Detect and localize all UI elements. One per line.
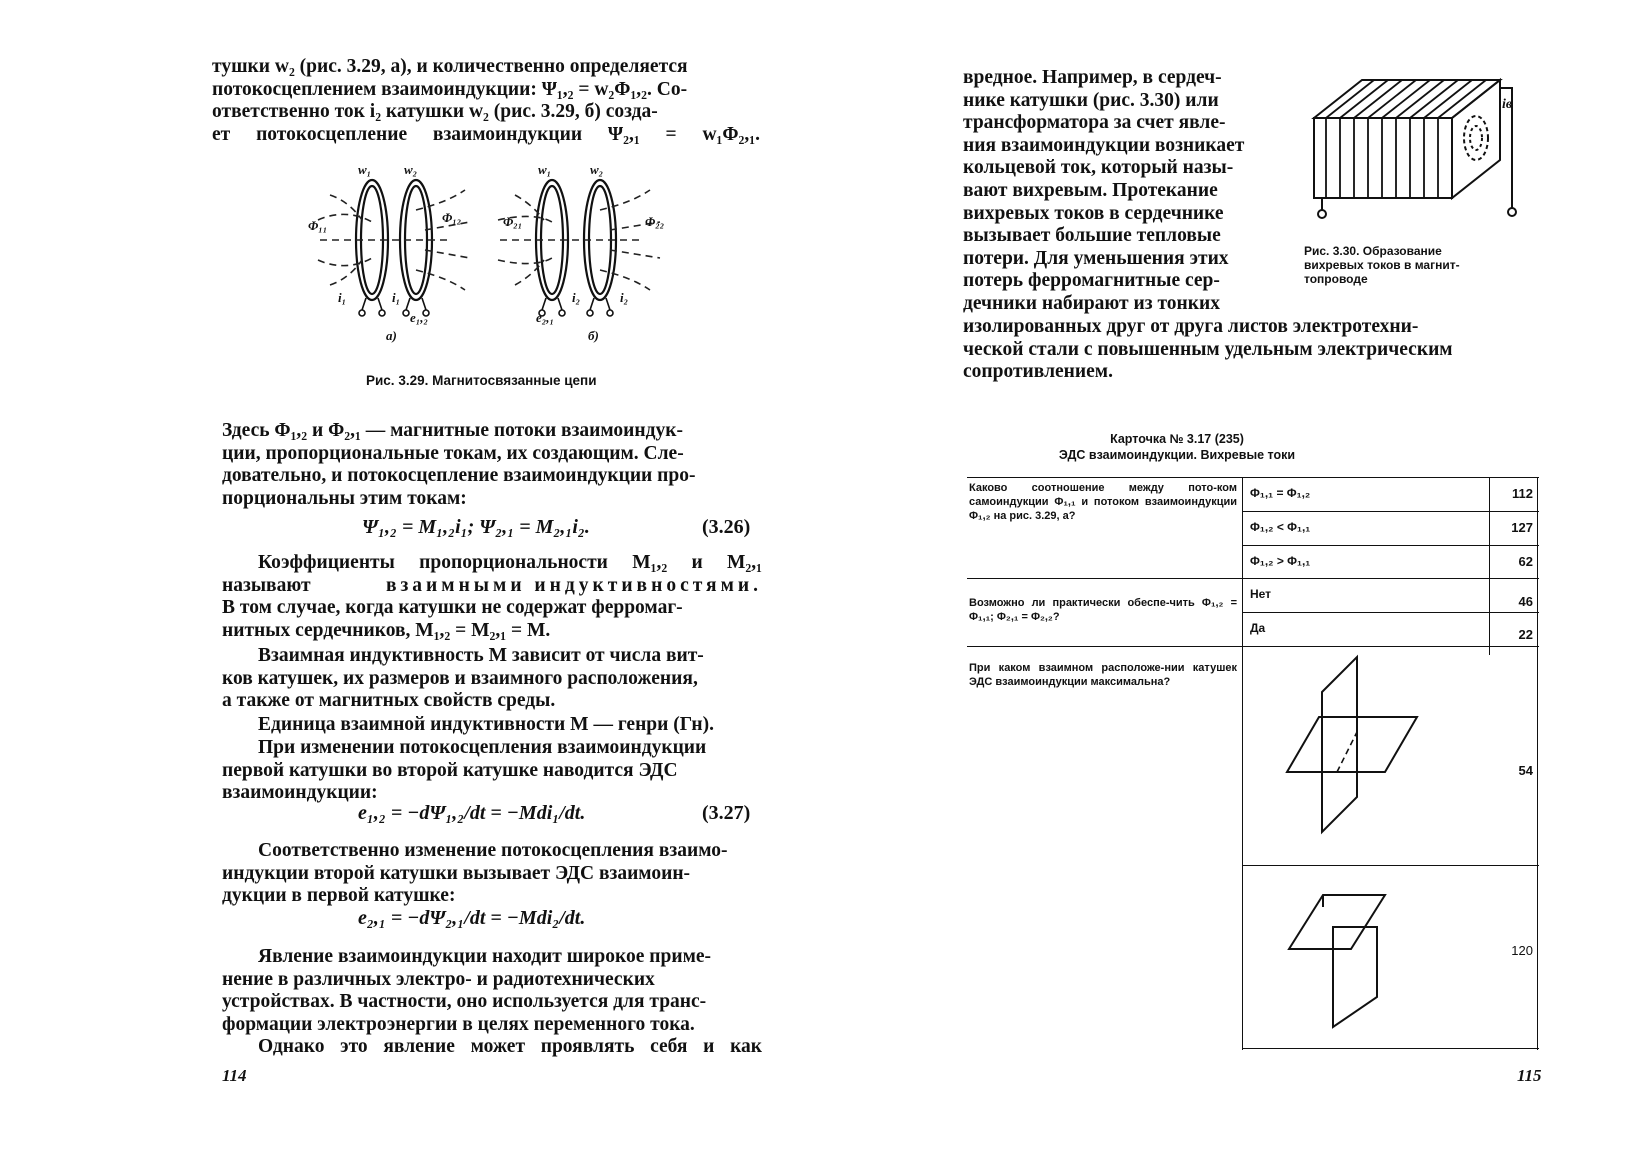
equation-number-3-27: (3.27) xyxy=(702,802,751,824)
paragraph-accordingly xyxy=(222,840,762,908)
table-col-divider xyxy=(1242,477,1243,1050)
card-code-3-2[interactable]: 120 xyxy=(1511,943,1533,958)
paragraph-top xyxy=(212,56,760,146)
text-line: Коэффициенты пропорциональности M₁,₂ и M₂,₁ xyxy=(258,552,762,573)
paragraph-change xyxy=(222,737,762,805)
text-line: ции, пропорциональные токам, их создающим. Сле- xyxy=(222,442,684,464)
text-line: вызывает большие тепловые xyxy=(963,225,1221,247)
card-answer-2-2[interactable]: Да xyxy=(1250,621,1266,635)
text-line: ет потокосцепление взаимоиндукции Ψ₂,₁ = w₁Φ₂,₁. xyxy=(212,123,760,145)
page-number-left: 114 xyxy=(222,1066,247,1085)
figure-caption-3-30 xyxy=(1304,244,1460,286)
paragraph-here xyxy=(222,420,762,510)
table-row-divider xyxy=(1242,511,1539,512)
card-subtitle: ЭДС взаимоиндукции. Вихревые токи xyxy=(1058,448,1296,462)
table-row-divider xyxy=(1242,612,1539,613)
label-i1-a: i₁ xyxy=(338,290,347,305)
text-line: потокосцеплением взаимоиндукции: Ψ₁,₂ = w₂Φ₁,₂. Со- xyxy=(212,78,688,100)
text-line: порциональны этим токам: xyxy=(222,487,467,509)
equation-e21: e₂,₁ = −dΨ₂,₁/dt = −Mdi₂/dt. xyxy=(358,907,586,929)
paragraph-phenomenon xyxy=(222,946,762,1059)
figure-caption-3-29: Рис. 3.29. Магнитосвязанные цепи xyxy=(366,373,597,388)
text-line: Явление взаимоиндукции находит широкое приме- xyxy=(258,946,712,967)
text-line: Взаимная индуктивность M зависит от числа вит- xyxy=(258,645,704,666)
text-line: вают вихревым. Протекание xyxy=(963,179,1218,201)
card-answer-2-1[interactable]: Нет xyxy=(1250,587,1272,601)
label-eddy-current: iв xyxy=(1502,97,1513,112)
text-line: дукции в первой катушке: xyxy=(222,885,456,907)
page-number-right: 115 xyxy=(1517,1066,1542,1085)
text-line: кольцевой ток, который назы- xyxy=(963,157,1234,179)
caption-line: вихревых токов в магнит- xyxy=(1304,258,1460,272)
text-line: вихревых токов в сердечнике xyxy=(963,202,1224,224)
equation-3-27: e₁,₂ = −dΨ₁,₂/dt = −Mdi₁/dt. xyxy=(358,802,586,824)
text-line: ческой стали с повышенным удельным электрическим xyxy=(963,338,1453,360)
card-code-3-1[interactable]: 54 xyxy=(1518,763,1533,778)
text-line: взаимоиндукции: xyxy=(222,782,378,804)
text-line: устройствах. В частности, оно используется для транс- xyxy=(222,991,707,1013)
text-line: дечники набирают из тонких xyxy=(963,292,1220,314)
text-line: тушки w₂ (рис. 3.29, а), и количественно определяется xyxy=(212,56,688,77)
text-line: Соответственно изменение потокосцепления взаимо- xyxy=(258,840,728,861)
text-line: первой катушки во второй катушке наводится ЭДС xyxy=(222,759,678,781)
label-phi12: Φ₁₂ xyxy=(442,210,462,225)
text-line: трансформатора за счет явле- xyxy=(963,112,1226,134)
right-page xyxy=(817,0,1635,1166)
table-col-divider xyxy=(1489,477,1490,655)
term-mutual-inductances: взаимными индуктивностями. xyxy=(385,574,762,596)
equation-3-26: Ψ₁,₂ = M₁,₂i₁; Ψ₂,₁ = M₂,₁i₂. xyxy=(362,516,590,538)
caption-line: топроводе xyxy=(1304,272,1368,286)
text-line: Здесь Φ₁,₂ и Φ₂,₁ — магнитные потоки взаимоиндук- xyxy=(222,420,683,441)
card-answer-1-3[interactable]: Φ₁,₂ > Φ₁,₁ xyxy=(1250,554,1311,568)
table-row-divider xyxy=(967,578,1539,579)
text-line: вредное. Например, в сердеч- xyxy=(963,67,1222,88)
text-line xyxy=(222,575,762,598)
card-table xyxy=(967,477,1539,1050)
text-line: нике катушки (рис. 3.30) или xyxy=(963,89,1219,111)
text-called: называют xyxy=(222,574,311,596)
text-line: индукции второй катушки вызывает ЭДС взаимоин- xyxy=(222,862,691,884)
left-page xyxy=(0,0,817,1166)
label-w1-b: w₁ xyxy=(538,162,552,177)
table-row-divider xyxy=(1242,545,1539,546)
card-code-1-1[interactable]: 112 xyxy=(1512,486,1533,501)
text-line: сопротивлением. xyxy=(963,361,1113,383)
label-e12: e₁,₂ xyxy=(410,310,429,325)
equation-number-3-26: (3.26) xyxy=(702,516,751,538)
label-phi21: Φ₂₁ xyxy=(503,214,523,229)
text-line: При изменении потокосцепления взаимоиндукции xyxy=(258,737,707,758)
card-code-2-1[interactable]: 46 xyxy=(1518,594,1533,609)
figure-3-30-eddy-currents-core xyxy=(1302,68,1522,228)
figure-3-29-magnetic-coupled-circuits xyxy=(300,160,700,345)
card-code-1-2[interactable]: 127 xyxy=(1511,520,1533,535)
card-question-3: При каком взаимном расположе-нии катушек ЭДС взаимоиндукции максимальна? xyxy=(969,662,1237,688)
paragraph-harmful xyxy=(963,67,1281,316)
text-line: а также от магнитных свойств среды. xyxy=(222,690,556,712)
text-line: ответственно ток i₂ катушки w₂ (рис. 3.29, б) созда- xyxy=(212,101,658,123)
text-line: ния взаимоиндукции возникает xyxy=(963,134,1245,156)
text-line: нение в различных электро- и радиотехнических xyxy=(222,968,655,990)
card-code-2-2[interactable]: 22 xyxy=(1518,627,1533,642)
label-phi22: Φ₂₂ xyxy=(645,214,665,229)
label-phi11: Φ₁₁ xyxy=(308,218,328,233)
table-right-border xyxy=(1537,477,1538,1050)
paragraph-coefficients xyxy=(222,552,762,642)
caption-line: Рис. 3.30. Образование xyxy=(1304,244,1442,258)
text-line: нитных сердечников, M₁,₂ = M₂,₁ = M. xyxy=(222,619,551,641)
text-line: изолированных друг от друга листов электротехни- xyxy=(963,316,1419,337)
table-row-divider xyxy=(1242,865,1539,866)
text-line: потери. Для уменьшения этих xyxy=(963,247,1229,269)
paragraph-unit: Единица взаимной индуктивности M — генри (Гн). xyxy=(258,714,715,735)
text-line: формации электроэнергии в целях переменного тока. xyxy=(222,1013,695,1035)
text-line: Однако это явление может проявлять себя и как xyxy=(258,1036,762,1058)
paragraph-mutual-inductance xyxy=(222,645,762,713)
text-line: В том случае, когда катушки не содержат ферромаг- xyxy=(222,597,683,619)
label-e21: e₂,₁ xyxy=(536,310,555,325)
label-w2-a: w₂ xyxy=(404,162,418,177)
card-answer-1-2[interactable]: Φ₁,₂ < Φ₁,₁ xyxy=(1250,520,1311,534)
table-bottom-border xyxy=(1242,1048,1539,1049)
label-sub-b: б) xyxy=(588,328,599,343)
card-question-1: Каково соотношение между пото-ком самоиндукции Φ₁,₁ и потоком взаимоиндукции Φ₁,₂ на рис. 3.29, а? xyxy=(969,482,1237,522)
label-sub-a: а) xyxy=(386,328,397,343)
label-i2-b2: i₂ xyxy=(620,290,629,305)
coil-arrangement-option-2[interactable] xyxy=(1267,877,1467,1037)
table-top-border xyxy=(967,477,1539,478)
label-w2-b: w₂ xyxy=(590,162,604,177)
text-line: потерь ферромагнитные сер- xyxy=(963,270,1220,292)
card-title: Карточка № 3.17 (235) xyxy=(1110,432,1244,446)
text-line: довательно, и потокосцепление взаимоиндукции про- xyxy=(222,465,696,487)
coil-arrangement-option-1[interactable] xyxy=(1267,652,1467,862)
card-code-1-3[interactable]: 62 xyxy=(1518,554,1533,569)
card-answer-1-1[interactable]: Φ₁,₁ = Φ₁,₂ xyxy=(1250,486,1311,500)
table-row-divider xyxy=(967,646,1539,647)
text-line: ков катушек, их размеров и взаимного расположения, xyxy=(222,667,698,689)
label-i1-a2: i₁ xyxy=(392,290,401,305)
card-question-2: Возможно ли практически обеспе-чить Φ₁,₂ = Φ₁,₁; Φ₂,₁ = Φ₂,₂? xyxy=(969,597,1237,623)
label-w1-a: w₁ xyxy=(358,162,372,177)
paragraph-harmful-wide xyxy=(963,316,1525,384)
label-i2-b: i₂ xyxy=(572,290,581,305)
